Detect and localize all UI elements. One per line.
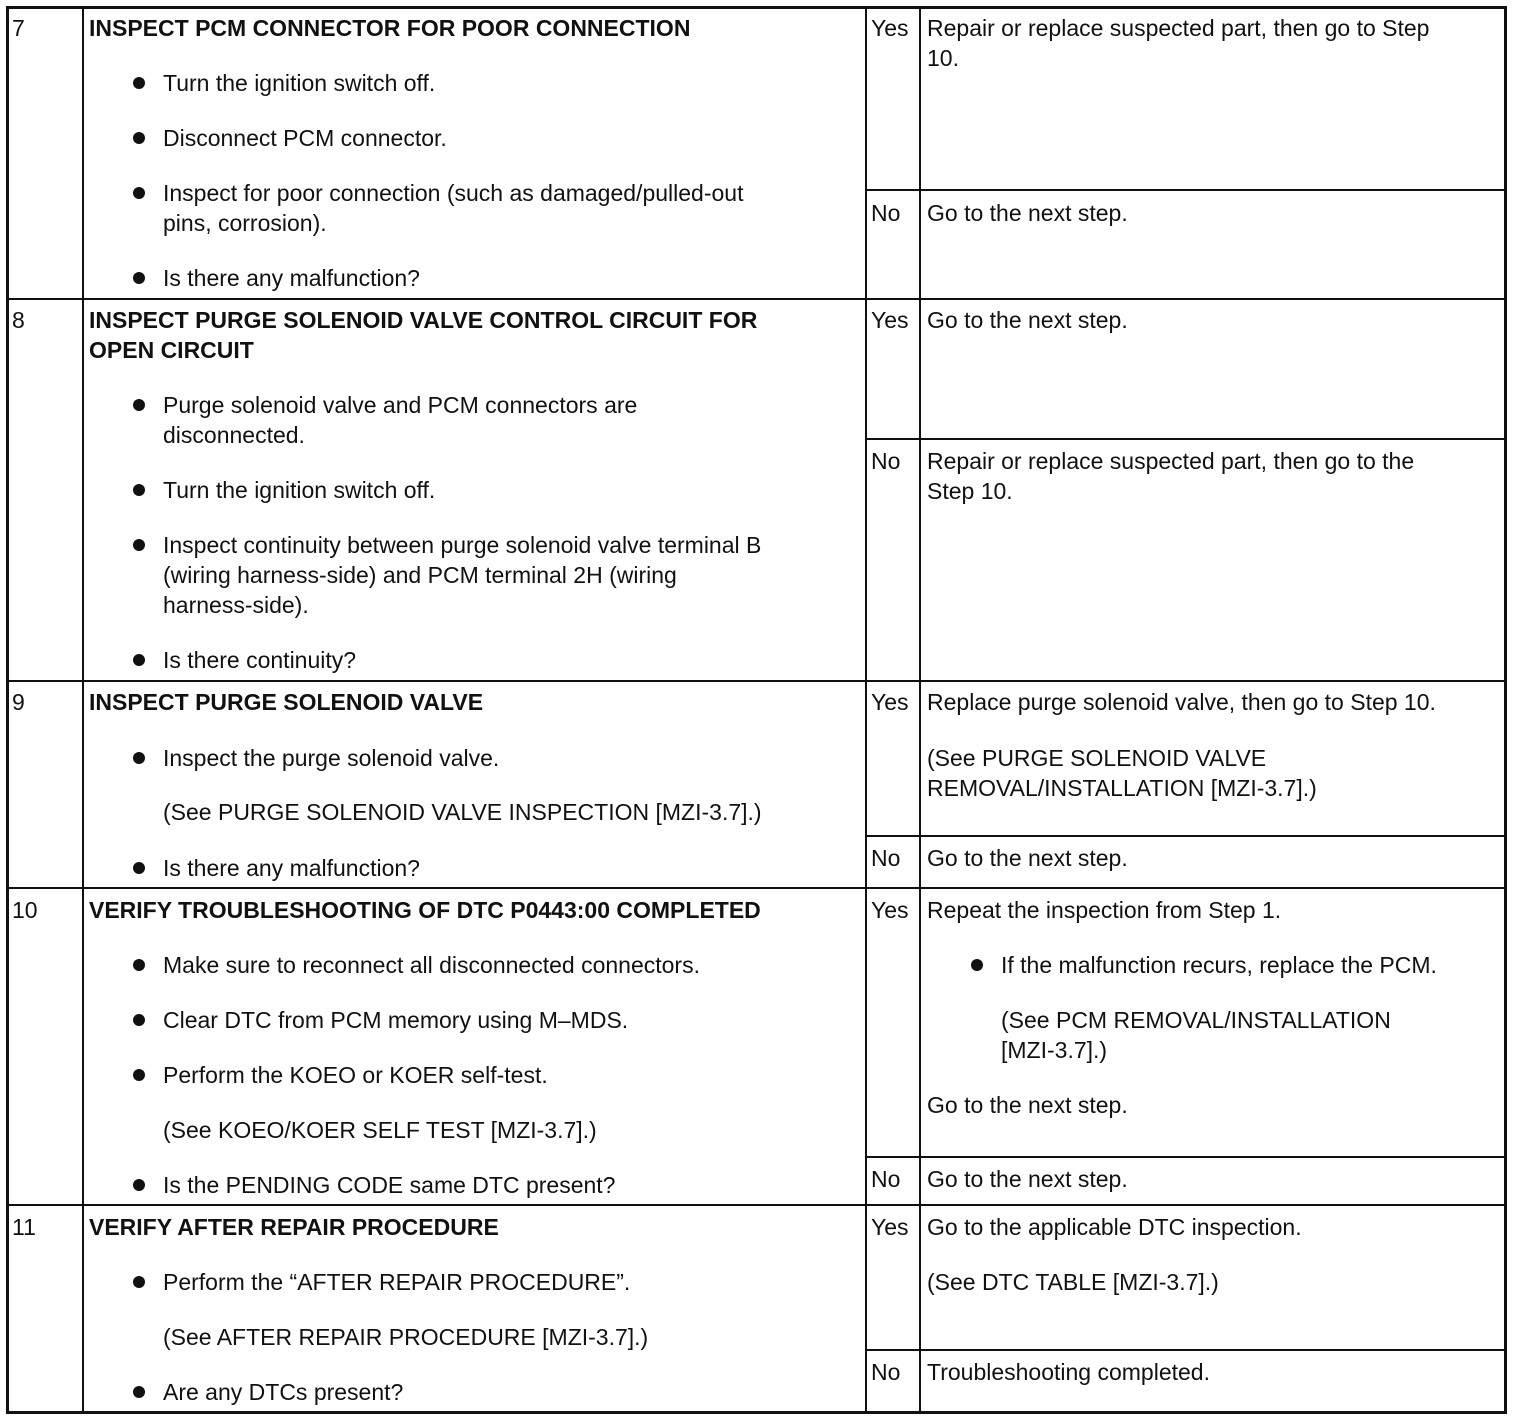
yes-action: Go to the next step. xyxy=(927,1092,1128,1118)
no-action: Go to the next step. xyxy=(927,845,1128,871)
yes-label: Yes xyxy=(871,307,909,333)
column-divider xyxy=(82,6,84,1414)
step-question: Is the PENDING CODE same DTC present? xyxy=(163,1172,616,1198)
step-item: Make sure to reconnect all disconnected connectors. xyxy=(163,952,700,978)
step-number: 7 xyxy=(12,15,25,41)
yes-no-divider xyxy=(866,1156,1507,1158)
column-divider xyxy=(919,6,921,1414)
step-item: Purge solenoid valve and PCM connectors are xyxy=(163,392,638,418)
yes-action-reference: REMOVAL/INSTALLATION [MZI-3.7].) xyxy=(927,775,1317,801)
yes-action: Go to the applicable DTC inspection. xyxy=(927,1214,1302,1240)
no-label: No xyxy=(871,200,901,226)
bullet-icon xyxy=(133,399,145,411)
step-reference: (See AFTER REPAIR PROCEDURE [MZI-3.7].) xyxy=(163,1324,649,1350)
yes-action: 10. xyxy=(927,45,959,71)
yes-action-reference: (See DTC TABLE [MZI-3.7].) xyxy=(927,1269,1219,1295)
no-action: Repair or replace suspected part, then go to the xyxy=(927,448,1415,474)
step-title: OPEN CIRCUIT xyxy=(89,337,254,363)
step-reference: (See PURGE SOLENOID VALVE INSPECTION [MZI-3.7].) xyxy=(163,799,762,825)
step-item: Clear DTC from PCM memory using M–MDS. xyxy=(163,1007,629,1033)
yes-label: Yes xyxy=(871,689,909,715)
yes-action: Repeat the inspection from Step 1. xyxy=(927,897,1282,923)
no-label: No xyxy=(871,1359,901,1385)
bullet-icon xyxy=(133,132,145,144)
yes-no-divider xyxy=(866,1349,1507,1351)
no-label: No xyxy=(871,448,901,474)
row-divider xyxy=(6,887,1507,889)
bullet-icon xyxy=(133,272,145,284)
bullet-icon xyxy=(133,752,145,764)
bullet-icon xyxy=(133,654,145,666)
step-item: Turn the ignition switch off. xyxy=(163,70,436,96)
yes-no-divider xyxy=(866,438,1507,440)
step-item: Inspect continuity between purge solenoid valve terminal B xyxy=(163,532,762,558)
bullet-icon xyxy=(133,959,145,971)
yes-no-divider xyxy=(866,835,1507,837)
bullet-icon xyxy=(133,1276,145,1288)
step-question: Is there any malfunction? xyxy=(163,265,420,291)
step-item-continued: disconnected. xyxy=(163,422,305,448)
no-label: No xyxy=(871,1166,901,1192)
row-divider xyxy=(6,1204,1507,1206)
step-item: Disconnect PCM connector. xyxy=(163,125,447,151)
bullet-icon xyxy=(133,1069,145,1081)
no-label: No xyxy=(871,845,901,871)
row-divider xyxy=(6,298,1507,300)
yes-action: Replace purge solenoid valve, then go to Step 10. xyxy=(927,689,1436,715)
step-reference: (See KOEO/KOER SELF TEST [MZI-3.7].) xyxy=(163,1117,597,1143)
step-item-continued: pins, corrosion). xyxy=(163,210,327,236)
no-action: Step 10. xyxy=(927,478,1013,504)
bullet-icon xyxy=(133,862,145,874)
row-divider xyxy=(6,680,1507,682)
yes-action-reference: (See PCM REMOVAL/INSTALLATION xyxy=(1001,1007,1391,1033)
step-item: Perform the “AFTER REPAIR PROCEDURE”. xyxy=(163,1269,631,1295)
step-number: 11 xyxy=(12,1214,36,1240)
step-item: Inspect for poor connection (such as damaged/pulled-out xyxy=(163,180,744,206)
step-item: Inspect the purge solenoid valve. xyxy=(163,745,500,771)
yes-label: Yes xyxy=(871,1214,909,1240)
step-title: VERIFY AFTER REPAIR PROCEDURE xyxy=(89,1214,499,1240)
bullet-icon xyxy=(133,187,145,199)
step-question: Is there continuity? xyxy=(163,647,357,673)
yes-action: Go to the next step. xyxy=(927,307,1128,333)
yes-label: Yes xyxy=(871,15,909,41)
step-item: Perform the KOEO or KOER self-test. xyxy=(163,1062,548,1088)
step-number: 10 xyxy=(12,897,38,923)
yes-action-item: If the malfunction recurs, replace the PCM. xyxy=(1001,952,1437,978)
step-title: INSPECT PURGE SOLENOID VALVE CONTROL CIRCUIT FOR xyxy=(89,307,758,333)
step-number: 8 xyxy=(12,307,25,333)
step-item-continued: harness-side). xyxy=(163,592,309,618)
yes-action: Repair or replace suspected part, then go to Step xyxy=(927,15,1430,41)
no-action: Go to the next step. xyxy=(927,1166,1128,1192)
no-action: Go to the next step. xyxy=(927,200,1128,226)
bullet-icon xyxy=(133,484,145,496)
step-number: 9 xyxy=(12,689,25,715)
step-title: VERIFY TROUBLESHOOTING OF DTC P0443:00 COMPLETED xyxy=(89,897,761,923)
step-item: Turn the ignition switch off. xyxy=(163,477,436,503)
yes-no-divider xyxy=(866,189,1507,191)
yes-action-reference: [MZI-3.7].) xyxy=(1001,1037,1108,1063)
step-title: INSPECT PCM CONNECTOR FOR POOR CONNECTION xyxy=(89,15,691,41)
bullet-icon xyxy=(133,539,145,551)
bullet-icon xyxy=(133,1014,145,1026)
step-question: Are any DTCs present? xyxy=(163,1379,404,1405)
bullet-icon xyxy=(133,1179,145,1191)
no-action: Troubleshooting completed. xyxy=(927,1359,1210,1385)
bullet-icon xyxy=(971,959,983,971)
step-item-continued: (wiring harness-side) and PCM terminal 2H (wiring xyxy=(163,562,677,588)
bullet-icon xyxy=(133,77,145,89)
step-question: Is there any malfunction? xyxy=(163,855,420,881)
step-title: INSPECT PURGE SOLENOID VALVE xyxy=(89,689,484,715)
yes-action-reference: (See PURGE SOLENOID VALVE xyxy=(927,745,1267,771)
yes-label: Yes xyxy=(871,897,909,923)
column-divider xyxy=(865,6,867,1414)
bullet-icon xyxy=(133,1386,145,1398)
